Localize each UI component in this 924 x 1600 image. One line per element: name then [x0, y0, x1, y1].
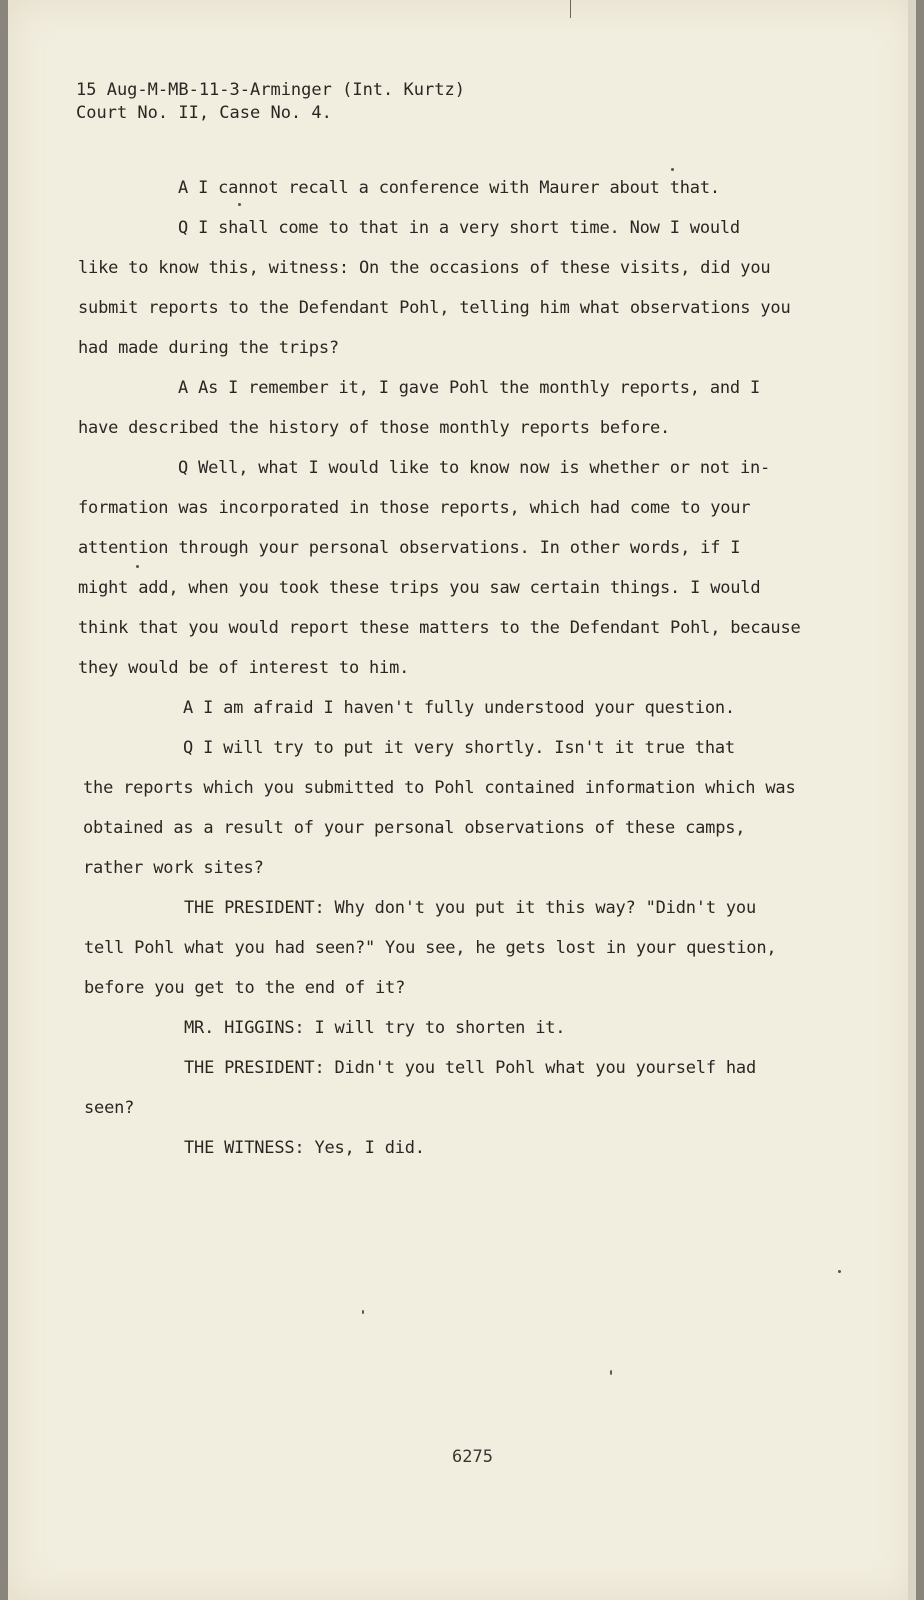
body-line-14: A I am afraid I haven't fully understood your question.	[183, 698, 735, 718]
body-line-10: attention through your personal observations. In other words, if I	[78, 538, 741, 558]
paper-speck	[671, 168, 674, 171]
header-line-1: 15 Aug-M-MB-11-3-Arminger (Int. Kurtz)	[76, 80, 465, 100]
body-line-16: the reports which you submitted to Pohl contained information which was	[83, 778, 796, 798]
body-line-8: Q Well, what I would like to know now is whether or not in-	[178, 458, 771, 478]
body-line-5: had made during the trips?	[78, 338, 339, 358]
body-line-15: Q I will try to put it very shortly. Isn't it true that	[183, 738, 735, 758]
paper-speck	[238, 203, 241, 206]
body-line-25: THE WITNESS: Yes, I did.	[184, 1138, 425, 1158]
body-line-6: A As I remember it, I gave Pohl the monthly reports, and I	[178, 378, 761, 398]
paper-speck	[136, 565, 139, 568]
paper-mark	[570, 0, 571, 18]
body-line-9: formation was incorporated in those reports, which had come to your	[78, 498, 751, 518]
paper-edge	[908, 0, 916, 1600]
body-line-12: think that you would report these matters to the Defendant Pohl, because	[78, 618, 801, 638]
page-number: 6275	[452, 1447, 493, 1467]
body-line-4: submit reports to the Defendant Pohl, telling him what observations you	[78, 298, 791, 318]
body-line-13: they would be of interest to him.	[78, 658, 410, 678]
body-line-23: THE PRESIDENT: Didn't you tell Pohl what you yourself had	[184, 1058, 756, 1078]
body-line-2: Q I shall come to that in a very short time. Now I would	[178, 218, 740, 238]
body-line-17: obtained as a result of your personal observations of these camps,	[83, 818, 746, 838]
document-page	[8, 0, 916, 1600]
body-line-21: before you get to the end of it?	[84, 978, 406, 998]
body-line-22: MR. HIGGINS: I will try to shorten it.	[184, 1018, 566, 1038]
header-line-2: Court No. II, Case No. 4.	[76, 103, 332, 123]
paper-speck	[362, 1310, 364, 1314]
body-line-19: THE PRESIDENT: Why don't you put it this way? "Didn't you	[184, 898, 756, 918]
body-line-11: might add, when you took these trips you saw certain things. I would	[78, 578, 761, 598]
paper-speck	[838, 1270, 841, 1273]
body-line-7: have described the history of those monthly reports before.	[78, 418, 671, 438]
body-line-1: A I cannot recall a conference with Maurer about that.	[178, 178, 720, 198]
body-line-20: tell Pohl what you had seen?" You see, he gets lost in your question,	[84, 938, 777, 958]
body-line-24: seen?	[84, 1098, 135, 1118]
body-line-18: rather work sites?	[83, 858, 264, 878]
body-line-3: like to know this, witness: On the occasions of these visits, did you	[78, 258, 771, 278]
paper-speck	[610, 1370, 612, 1375]
